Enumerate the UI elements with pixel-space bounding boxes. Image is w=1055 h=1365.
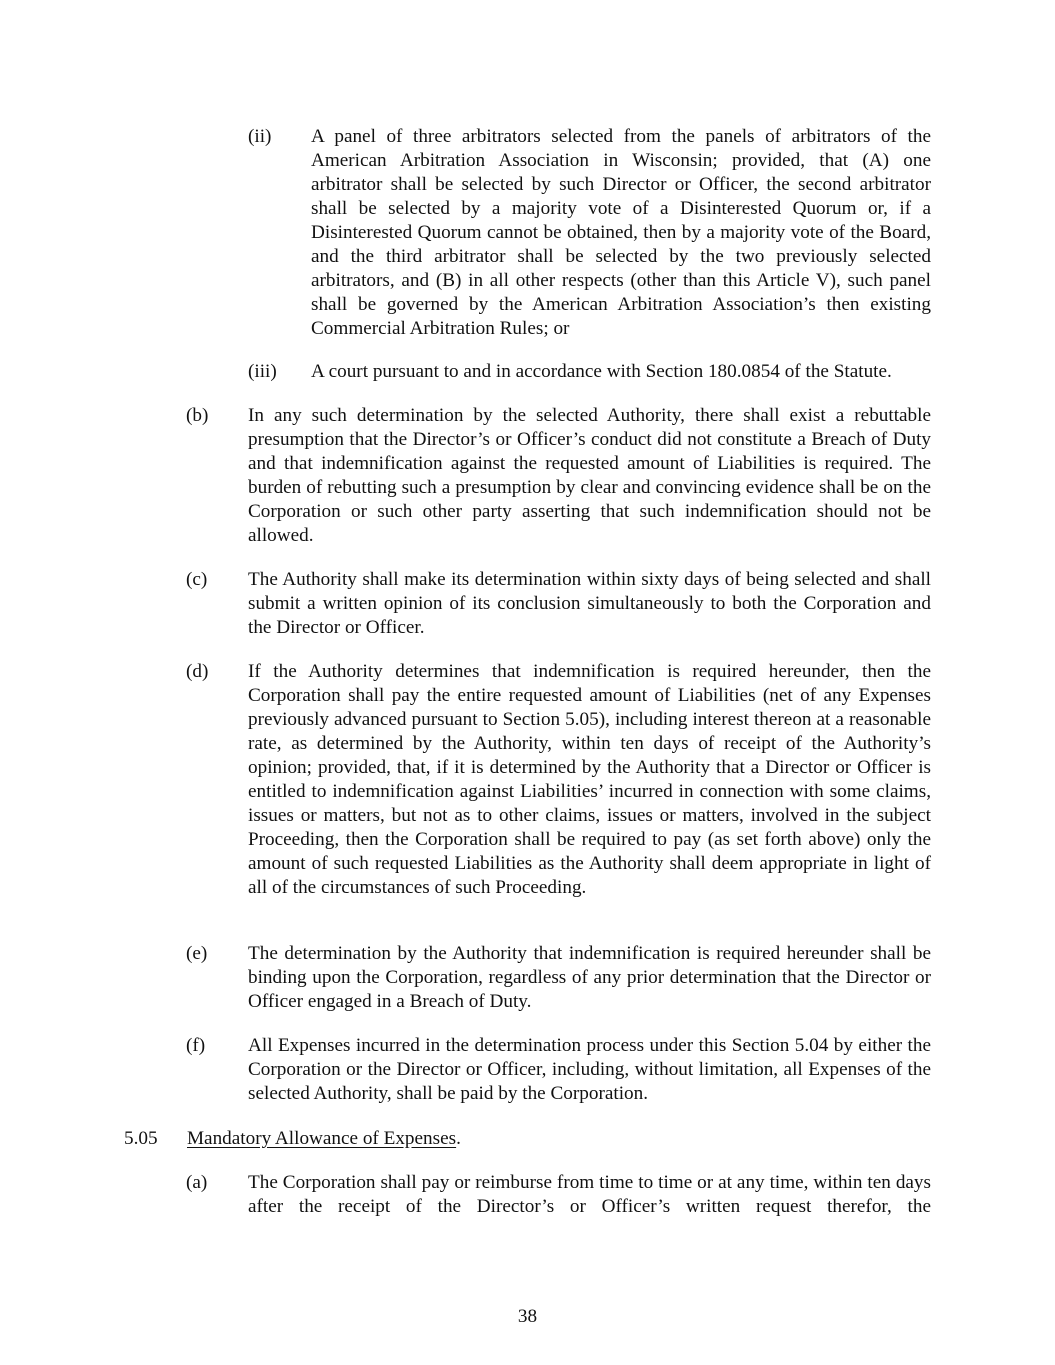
clause-label: (a) bbox=[186, 1172, 208, 1193]
subclause-label: (ii) bbox=[248, 126, 272, 147]
subclause-text: A panel of three arbitrators selected from the panels of arbitrators of the American Arbitration Association in Wisconsin; provided, that (A) one arbitrator shall be selected by such Director or Officer, the second arbitrator shall be selected by a majority vote of a Disinterested Quorum or, if a Disinterested Quorum cannot be obtained, then by a majority vote of the Board, and the third arbitrator shall be selected by the two previously selected arbitrators, and (B) in all other respects (other than this Article V), such panel shall be governed by the American Arbitration Association’s then existing Commercial Arbitration Rules; or bbox=[311, 126, 931, 339]
clause-text: If the Authority determines that indemnification is required hereunder, then the Corporation shall pay the entire requested amount of Liabilities (net of any Expenses previously advanced pursuant to Section 5.05), including interest thereon at a reasonable rate, as determined by the Authority, within ten days of receipt of the Authority’s opinion; provided, that, if it is determined by the Authority that a Director or Officer is entitled to indemnification against Liabilities’ incurred in connection with some claims, issues or matters, but not as to other claims, issues or matters, involved in the subject Proceeding, then the Corporation shall be required to pay (as set forth above) only the amount of such requested Liabilities as the Authority shall deem appropriate in light of all of the circumstances of such Proceeding. bbox=[248, 661, 931, 898]
section-title-wrap bbox=[187, 1127, 461, 1151]
clause-text: All Expenses incurred in the determination process under this Section 5.04 by either the Corporation or the Director or Officer, including, without limitation, all Expenses of the selected Authority, shall be paid by the Corporation. bbox=[248, 1035, 931, 1104]
clause-text: The Corporation shall pay or reimburse from time to time or at any time, within ten days after the receipt of the Director’s or Officer’s written request therefor, the bbox=[248, 1172, 931, 1217]
subclause-label: (iii) bbox=[248, 361, 277, 382]
page-number: 38 bbox=[517, 1306, 538, 1327]
clause-label: (f) bbox=[186, 1035, 206, 1056]
section-number: 5.05 bbox=[124, 1128, 158, 1149]
clause-label: (e) bbox=[186, 943, 208, 964]
clause-text: The determination by the Authority that indemnification is required hereunder shall be binding upon the Corporation, regardless of any prior determination that the Director or Officer engaged in a Breach of Duty. bbox=[248, 943, 931, 1012]
clause-label: (d) bbox=[186, 661, 209, 682]
section-title-period: . bbox=[456, 1128, 461, 1149]
clause-text: The Authority shall make its determination within sixty days of being selected and shall submit a written opinion of its conclusion simultaneously to both the Corporation and the Director or Officer. bbox=[248, 569, 931, 638]
section-title: Mandatory Allowance of Expenses bbox=[187, 1128, 457, 1149]
subclause-text: A court pursuant to and in accordance with Section 180.0854 of the Statute. bbox=[311, 361, 892, 382]
clause-label: (c) bbox=[186, 569, 208, 590]
clause-label: (b) bbox=[186, 405, 209, 426]
clause-text: In any such determination by the selected Authority, there shall exist a rebuttable presumption that the Director’s or Officer’s conduct did not constitute a Breach of Duty and that indemnification against the requested amount of Liabilities is required. The burden of rebutting such a presumption by clear and convincing evidence shall be on the Corporation or such other party asserting that such indemnification should not be allowed. bbox=[248, 405, 931, 546]
